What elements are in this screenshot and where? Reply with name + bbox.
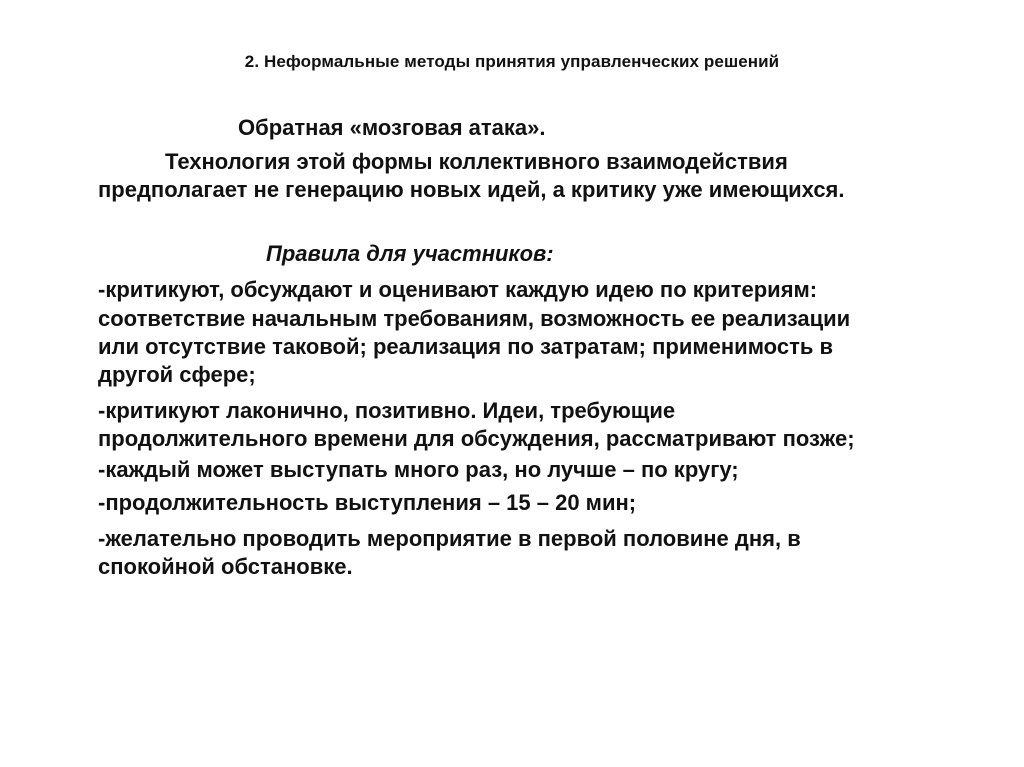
rule-line: -продолжительность выступления – 15 – 20 мин; bbox=[98, 490, 637, 515]
rule-line: -каждый может выступать много раз, но лучше – по кругу; bbox=[98, 457, 739, 482]
rule-line: спокойной обстановке. bbox=[98, 554, 353, 579]
rule-line: или отсутствие таковой; реализация по затратам; применимость в bbox=[98, 334, 834, 359]
rule-line: -желательно проводить мероприятие в первой половине дня, в bbox=[98, 526, 801, 551]
rule-line: соответствие начальным требованиям, возможность ее реализации bbox=[98, 306, 851, 331]
slide-title: 2. Неформальные методы принятия управленческих решений bbox=[244, 52, 780, 71]
intro-line: предполагает не генерацию новых идей, а критику уже имеющихся. bbox=[98, 177, 845, 202]
intro-line: Технология этой формы коллективного взаимодействия bbox=[165, 149, 788, 174]
rule-line: -критикуют, обсуждают и оценивают каждую идею по критериям: bbox=[98, 277, 818, 302]
rules-heading: Правила для участников: bbox=[266, 241, 554, 266]
rule-line: другой сфере; bbox=[98, 362, 256, 387]
rule-line: продолжительного времени для обсуждения, рассматривают позже; bbox=[98, 426, 855, 451]
rule-line: -критикуют лаконично, позитивно. Идеи, требующие bbox=[98, 398, 676, 423]
subtitle: Обратная «мозговая атака». bbox=[238, 115, 546, 140]
